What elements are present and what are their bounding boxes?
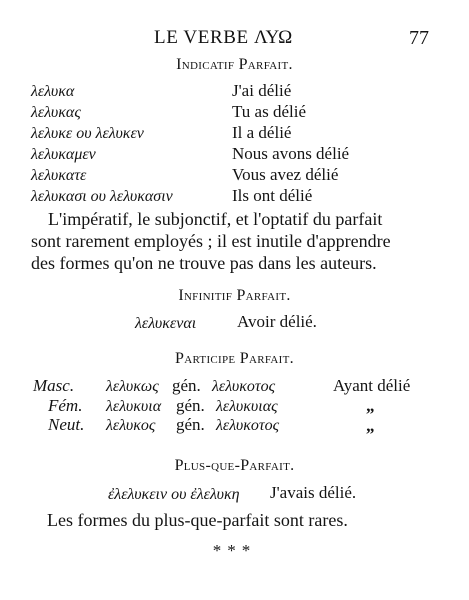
participe-gen-label-masc: gén.	[172, 376, 201, 395]
participe-heading: Participe Parfait.	[175, 350, 294, 367]
infinitif-heading: Infinitif Parfait.	[178, 287, 291, 304]
plusqueparfait-heading: Plus-que-Parfait.	[174, 457, 295, 474]
plusqueparfait-note: Les formes du plus-que-parfait sont rares.	[47, 510, 348, 530]
indicatif-french-4: Nous avons délié	[232, 144, 350, 163]
participe-greek-gen-masc: λελυκοτος	[212, 378, 276, 395]
indicatif-greek-1: λελυκα	[31, 83, 75, 100]
plusqueparfait-french: J'avais délié.	[270, 483, 357, 502]
indicatif-greek-4: λελυκαμεν	[31, 146, 96, 163]
paragraph-line-2: sont rarement employés ; il est inutile d'apprendre	[31, 231, 391, 251]
indicatif-greek-3: λελυκε ου λελυκεν	[31, 125, 144, 142]
participe-gen-label-neut: gén.	[176, 415, 205, 434]
paragraph-line-3: des formes qu'on ne trouve pas dans les auteurs.	[31, 253, 377, 273]
indicatif-greek-6: λελυκασι ου λελυκασιν	[31, 188, 173, 205]
participe-greek-nom-fem: λελυκυια	[106, 398, 162, 415]
ornament-asterisks: ***	[212, 541, 257, 560]
plusqueparfait-greek: ἐλελυκειν ου ἐλελυκη	[108, 486, 240, 503]
participe-greek-nom-neut: λελυκος	[106, 417, 156, 434]
participe-gender-fem: Fém.	[48, 396, 83, 415]
participe-ditto-fem: „	[366, 396, 375, 415]
participe-gender-masc: Masc.	[33, 376, 75, 395]
indicatif-french-1: J'ai délié	[232, 81, 292, 100]
participe-greek-gen-fem: λελυκυιας	[216, 398, 278, 415]
infinitif-greek: λελυκεναι	[135, 315, 197, 332]
indicatif-french-6: Ils ont délié	[232, 186, 313, 205]
indicatif-greek-5: λελυκατε	[31, 167, 87, 184]
indicatif-greek-2: λελυκας	[31, 104, 81, 121]
participe-gender-neut: Neut.	[48, 415, 85, 434]
indicatif-french-3: Il a délié	[232, 123, 292, 142]
participe-ditto-neut: „	[366, 416, 375, 435]
indicatif-french-2: Tu as délié	[232, 102, 306, 121]
infinitif-french: Avoir délié.	[237, 312, 317, 331]
paragraph-line-1: L'impératif, le subjonctif, et l'optatif du parfait	[48, 209, 383, 229]
indicatif-french-5: Vous avez délié	[232, 165, 339, 184]
participe-greek-gen-neut: λελυκοτος	[216, 417, 280, 434]
participe-greek-nom-masc: λελυκως	[106, 378, 159, 395]
page-number: 77	[409, 27, 429, 49]
participe-french-masc: Ayant délié	[333, 376, 411, 395]
indicatif-heading: Indicatif Parfait.	[176, 56, 293, 73]
running-header-title: LE VERBE ΛΥΩ	[154, 27, 293, 48]
participe-gen-label-fem: gén.	[176, 396, 205, 415]
